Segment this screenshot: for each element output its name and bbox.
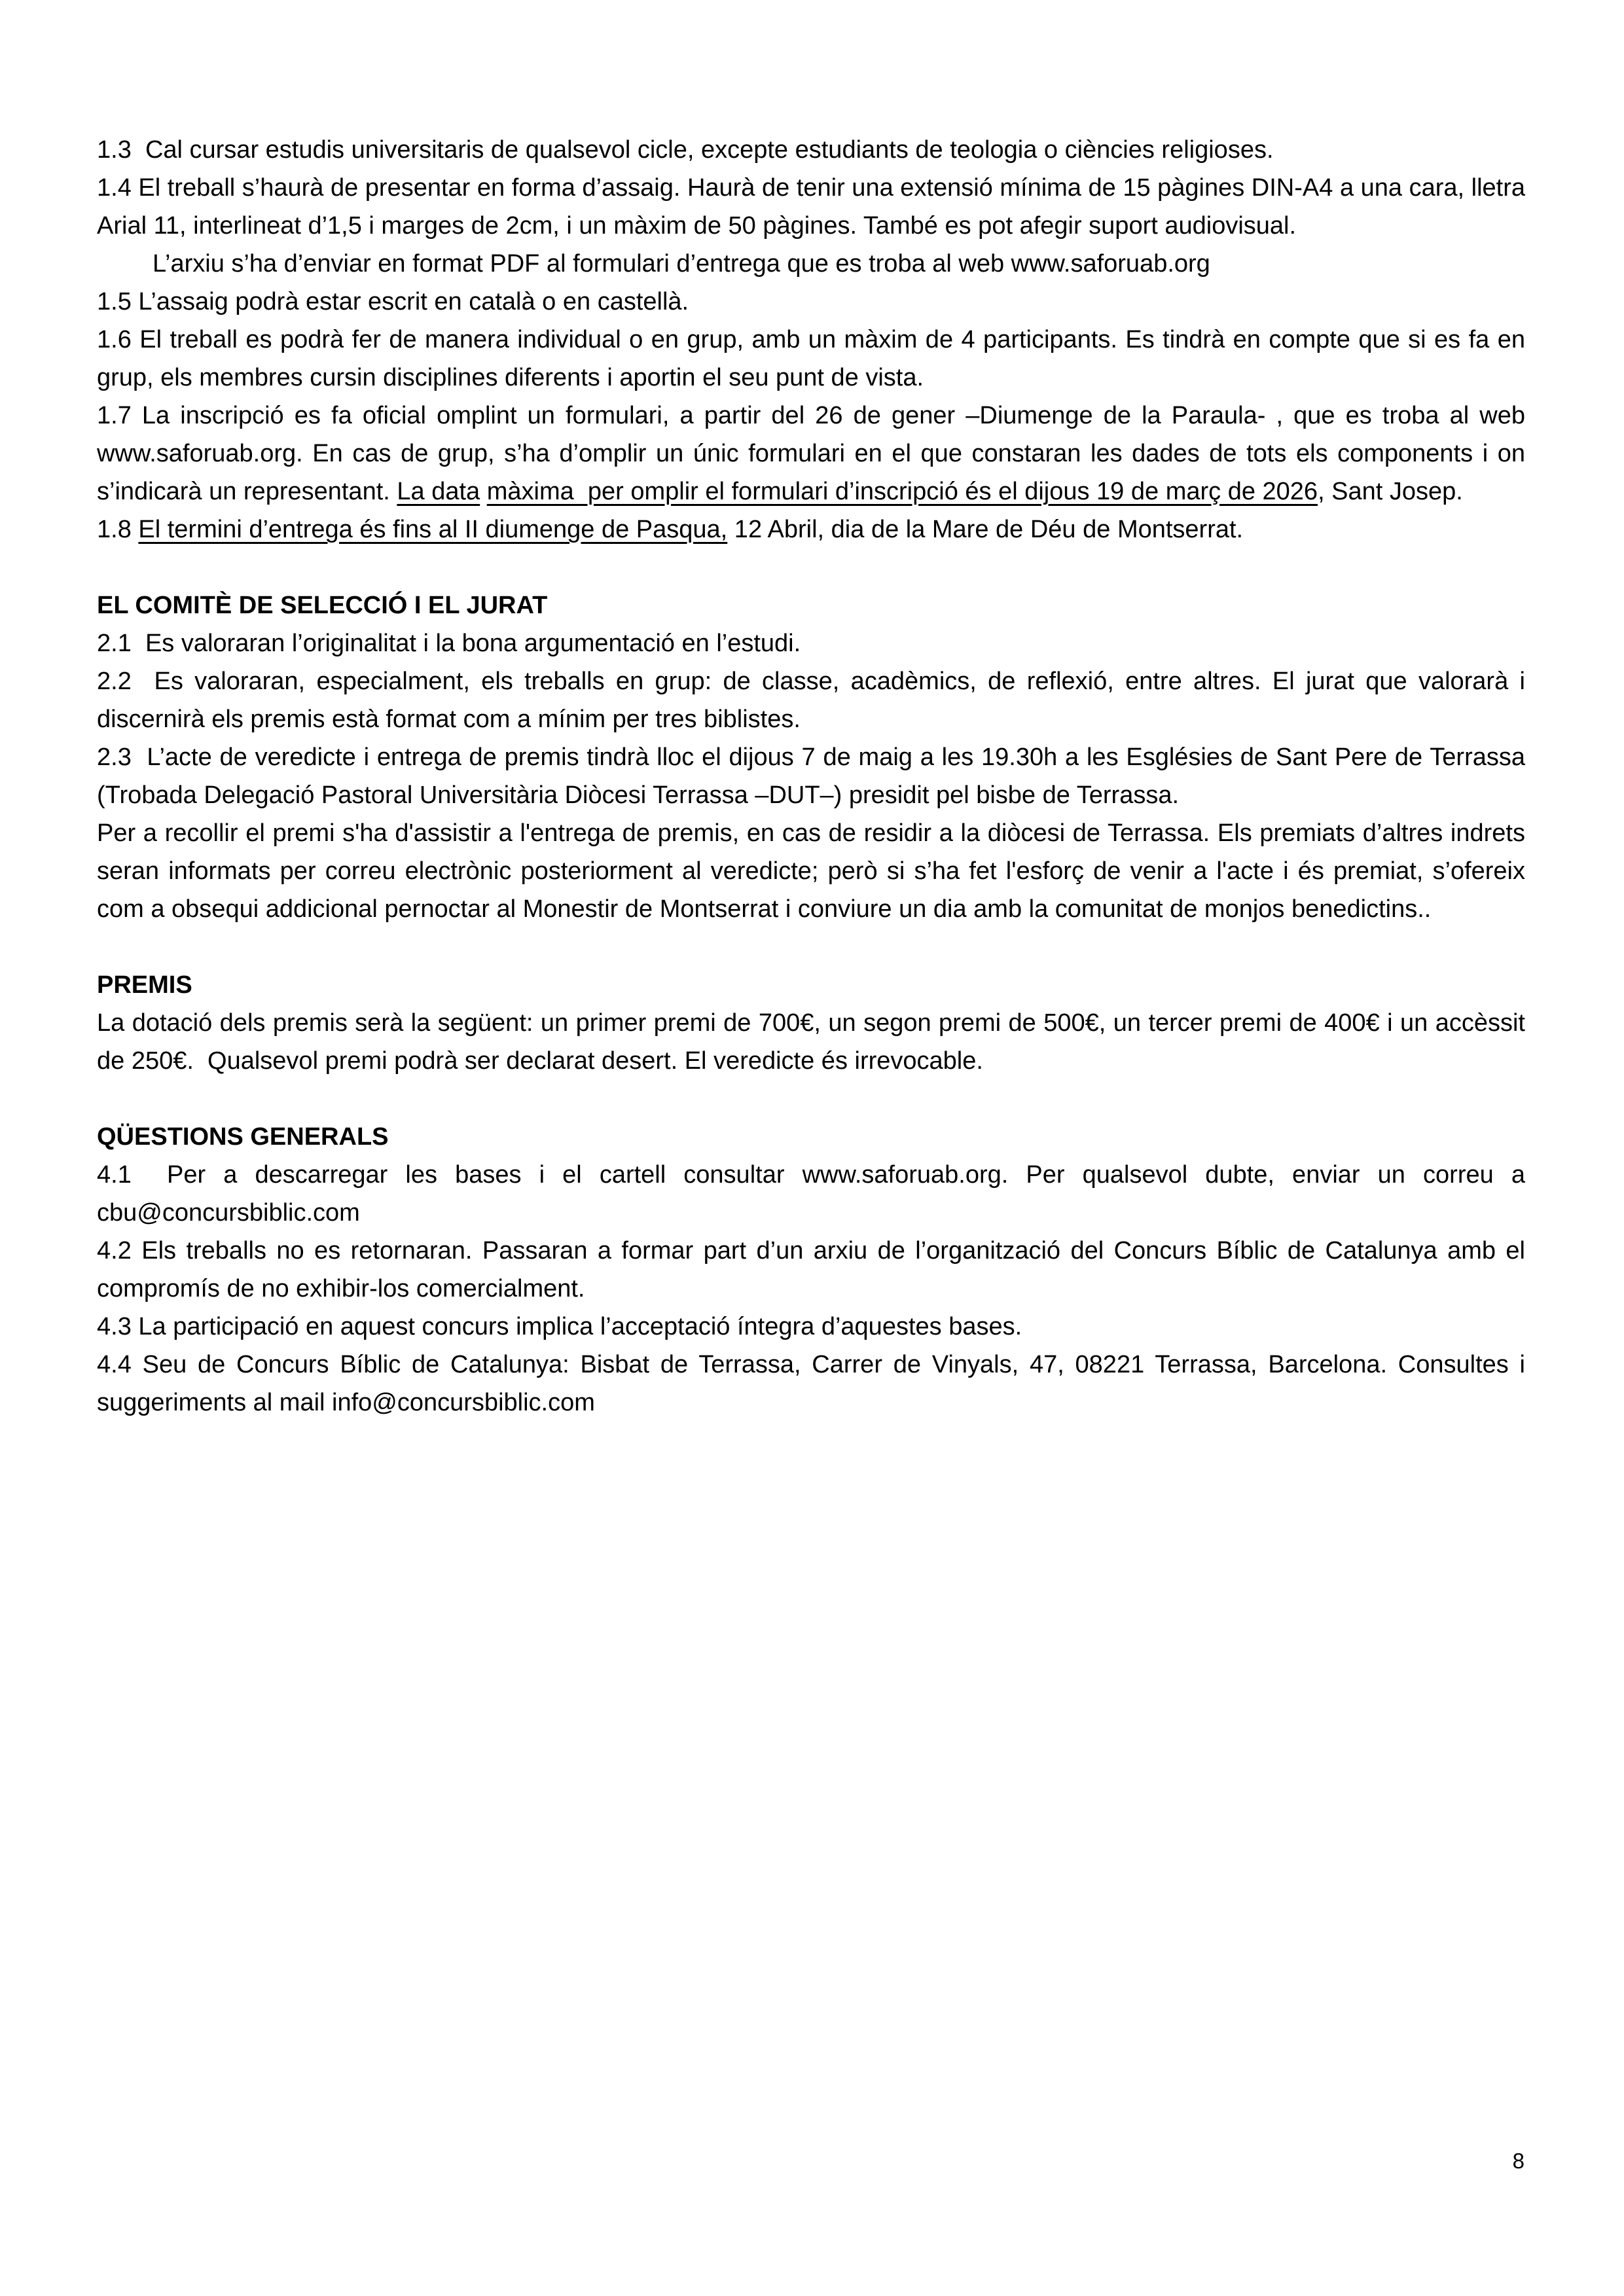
- text-run: La data: [397, 478, 480, 505]
- text-run: Per a recollir el premi s'ha d'assistir a l'entrega de premis, en cas de residir a la diòcesi de Terrassa. Els premiats d’altres indrets seran informats per correu electrònic posteriorment al veredicte; però si s’ha fet l'esforç de venir a l'acte i és premiat, s’ofereix com a obsequi addicional pernoctar al Monestir de Montserrat i conviure un dia amb la comunitat de monjos benedictins..: [97, 819, 1532, 923]
- blank-line: [97, 548, 1525, 586]
- text-run: 1.7 La inscripció es fa oficial omplint un formulari, a partir del 26 de gener –Diumenge de la Paraula- , que es troba al web www.saforuab.org. En cas de grup, s’ha d’omplir un únic formulari en el que constaran les dades de tots els components i on s’indicarà un representant.: [97, 402, 1532, 505]
- text-run: 1.3 Cal cursar estudis universitaris de qualsevol cicle, excepte estudiants de teologia o ciències religioses.: [97, 136, 1274, 164]
- section-heading: [97, 1118, 1525, 1156]
- text-run: 12 Abril, dia de la Mare de Déu de Montserrat.: [727, 516, 1244, 543]
- text-run: 1.6 El treball es podrà fer de manera individual o en grup, amb un màxim de 4 participants. Es tindrà en compte que si es fa en grup, els membres cursin disciplines diferents i aportin el seu punt de vista.: [97, 326, 1532, 391]
- paragraph: [97, 169, 1531, 245]
- paragraph: [97, 1004, 1532, 1080]
- paragraph: [97, 131, 1525, 169]
- paragraph: [97, 245, 1525, 283]
- text-run: La dotació dels premis serà la següent: un primer premi de 700€, un segon premi de 500€, un tercer premi de 400€ i un accèssit de 250€. Qualsevol premi podrà ser declarat desert. El veredicte és irrevocable.: [97, 1009, 1532, 1075]
- text-run: 4.3 La participació en aquest concurs implica l’acceptació íntegra d’aquestes bases.: [97, 1313, 1022, 1340]
- text-run: , Sant Josep.: [1318, 478, 1463, 505]
- text-run: 2.3 L’acte de veredicte i entrega de premis tindrà lloc el dijous 7 de maig a les 19.30h a les Esglésies de Sant Pere de Terrassa (Trobada Delegació Pastoral Universitària Diòcesi Terrassa –DUT–) presidit pel bisbe de Terrassa.: [97, 744, 1532, 809]
- paragraph: [97, 1232, 1532, 1308]
- document-body: [97, 131, 1532, 1422]
- paragraph: [97, 662, 1532, 738]
- section-heading: [97, 586, 1525, 624]
- text-run: màxima per omplir el formulari d’inscripció és el dijous 19 de març de 2026: [486, 478, 1318, 505]
- text-run: 4.1 Per a descarregar les bases i el cartell consultar www.saforuab.org. Per qualsevol dubte, enviar un correu a cbu@concursbiblic.com: [97, 1161, 1532, 1227]
- paragraph: [97, 814, 1532, 928]
- paragraph: [97, 1308, 1525, 1346]
- paragraph: [97, 1346, 1532, 1422]
- paragraph: [97, 624, 1525, 662]
- text-run: L’arxiu s’ha d’enviar en format PDF al formulari d’entrega que es troba al web www.saforuab.org: [153, 250, 1210, 278]
- section-heading: [97, 966, 1525, 1004]
- page-number: 8: [1512, 2149, 1525, 2173]
- paragraph: [97, 511, 1525, 548]
- paragraph: [97, 321, 1532, 397]
- text-run: EL COMITÈ DE SELECCIÓ I EL JURAT: [97, 592, 548, 619]
- blank-line: [97, 928, 1525, 966]
- text-run: QÜESTIONS GENERALS: [97, 1123, 389, 1151]
- text-run: 1.4 El treball s’haurà de presentar en forma d’assaig. Haurà de tenir una extensió mínima de 15 pàgines DIN-A4 a una cara, lletra Arial 11, interlineat d’1,5 i marges de 2cm, i un màxim de 50 pàgines. També es pot afegir suport audiovisual.: [97, 174, 1531, 240]
- text-run: [480, 478, 487, 505]
- text-run: PREMIS: [97, 971, 192, 999]
- blank-line: [97, 1080, 1525, 1118]
- paragraph: [97, 1156, 1532, 1232]
- text-run: 2.1 Es valoraran l’originalitat i la bona argumentació en l’estudi.: [97, 630, 801, 657]
- text-run: 4.4 Seu de Concurs Bíblic de Catalunya: Bisbat de Terrassa, Carrer de Vinyals, 47, 08221 Terrassa, Barcelona. Consultes i suggeriments al mail info@concursbiblic.com: [97, 1351, 1532, 1416]
- text-run: 1.8: [97, 516, 139, 543]
- text-run: 4.2 Els treballs no es retornaran. Passaran a formar part d’un arxiu de l’organització del Concurs Bíblic de Catalunya amb el compromís de no exhibir-los comercialment.: [97, 1237, 1532, 1302]
- paragraph: [97, 738, 1532, 814]
- text-run: El termini d’entrega és fins al II diumenge de Pasqua,: [138, 516, 728, 543]
- paragraph: [97, 283, 1525, 321]
- text-run: 2.2 Es valoraran, especialment, els treballs en grup: de classe, acadèmics, de reflexió, entre altres. El jurat que valorarà i discernirà els premis està format com a mínim per tres biblistes.: [97, 668, 1532, 733]
- paragraph: [97, 397, 1532, 511]
- text-run: 1.5 L’assaig podrà estar escrit en català o en castellà.: [97, 288, 689, 315]
